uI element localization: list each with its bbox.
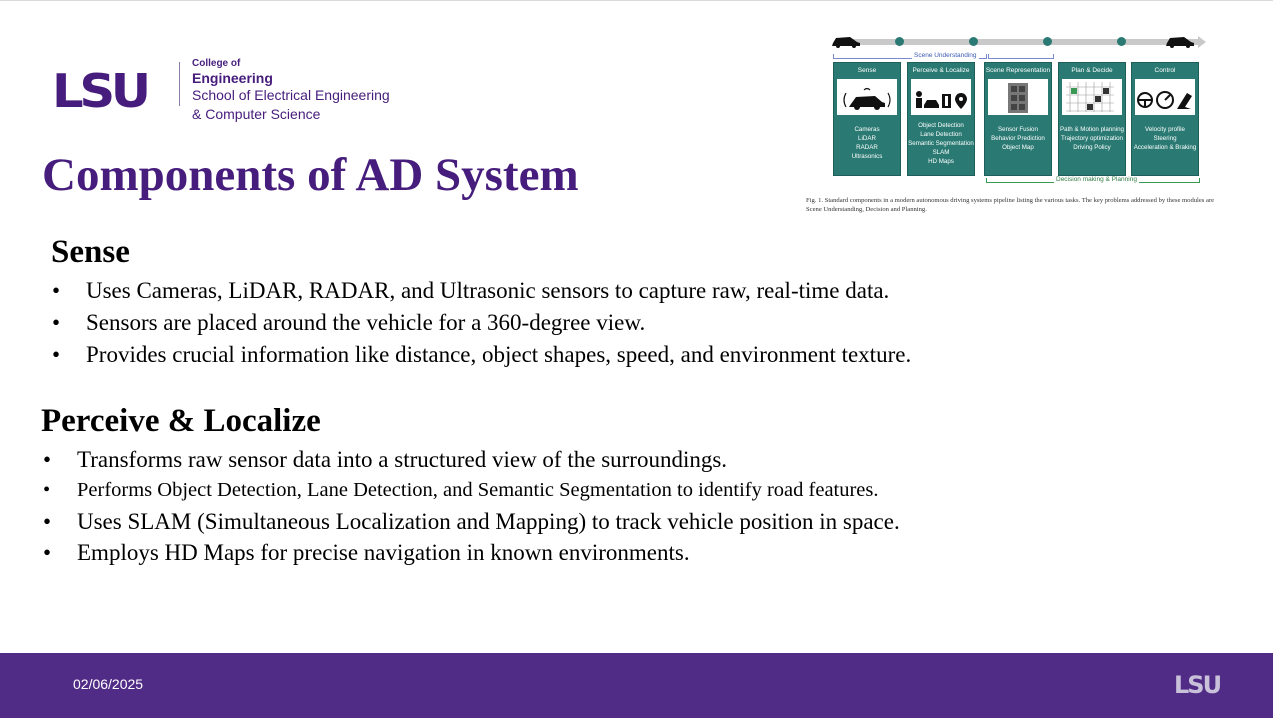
- start-car-icon: [830, 34, 862, 48]
- bullet-item: • Transforms raw sensor data into a structured view of the surroundings.: [41, 444, 1141, 475]
- figure-box-scene-representation: [984, 62, 1052, 176]
- logo-college-of: College of: [192, 58, 241, 69]
- pipeline-node: [895, 37, 904, 46]
- decision-making-label: Decision making & Planning: [1056, 176, 1137, 183]
- pipeline-node: [1117, 37, 1126, 46]
- bullet-item: • Employs HD Maps for precise navigation in known environments.: [41, 537, 1141, 568]
- figure-box-title: Control: [1154, 67, 1176, 74]
- figure-box-illustration: [1135, 79, 1195, 115]
- bullet-item: • Uses Cameras, LiDAR, RADAR, and Ultrasonic sensors to capture raw, real-time data.: [50, 275, 1150, 307]
- bullet-item: • Uses SLAM (Simultaneous Localization and Mapping) to track vehicle position in space.: [41, 506, 1141, 537]
- figure-box-title: Sense: [857, 67, 877, 74]
- figure-caption: Fig. 1. Standard components in a modern autonomous driving systems pipeline listing the various tasks. The key problems addressed by these modules are Scene Understanding, Decision and Planning.: [806, 197, 1215, 213]
- slide-date: 02/06/2025: [73, 676, 144, 692]
- figure-box-item: RADAR: [856, 144, 878, 151]
- figure-box-items: [1132, 125, 1198, 152]
- figure-box-item: Lane Detection: [920, 131, 962, 138]
- logo-school-line2: & Computer Science: [192, 106, 321, 122]
- figure-box-title: Scene Representation: [985, 67, 1051, 74]
- figure-box-item: Behavior Prediction: [991, 135, 1045, 142]
- pipeline-node: [969, 37, 978, 46]
- vehicle-control-icons: [1135, 79, 1195, 115]
- figure-box-items: [1059, 125, 1125, 152]
- figure-box-control: [1131, 62, 1199, 176]
- pipeline-track: [840, 39, 1200, 45]
- figure-box-item: Ultrasonics: [851, 153, 883, 160]
- figure-box-item: Trajectory optimization: [1060, 135, 1123, 142]
- ad-pipeline-figure: [800, 30, 1230, 216]
- figure-box-item: Semantic Segmentation: [908, 140, 974, 147]
- figure-box-illustration: [1062, 79, 1122, 115]
- figure-box-illustration: [911, 79, 971, 115]
- figure-box-title: Perceive & Localize: [912, 67, 970, 74]
- figure-box-illustration: [988, 79, 1048, 115]
- figure-box-item: SLAM: [932, 149, 950, 156]
- figure-box-title: Plan & Decide: [1071, 67, 1113, 74]
- figure-box-plan-decide: [1058, 62, 1126, 176]
- figure-box-illustration: [837, 79, 897, 115]
- figure-box-item: HD Maps: [928, 158, 954, 165]
- figure-box-items: [834, 125, 900, 161]
- sense-heading: Sense: [51, 234, 130, 270]
- figure-box-sense: [833, 62, 901, 176]
- perception-icons: [911, 79, 971, 115]
- top-border: [0, 0, 1273, 1]
- footer-lsu-logo: LSU: [1174, 671, 1221, 699]
- figure-box-item: Object Detection: [918, 122, 964, 129]
- figure-box-item: Acceleration & Braking: [1133, 144, 1197, 151]
- logo-divider: [179, 62, 180, 106]
- pipeline-node: [1043, 37, 1052, 46]
- slide-title: Components of AD System: [42, 149, 579, 201]
- figure-box-items: [985, 125, 1051, 152]
- figure-box-item: Steering: [1153, 135, 1177, 142]
- slide-footer: [0, 653, 1273, 718]
- pipeline-arrowhead: [1198, 36, 1206, 48]
- figure-box-items: [908, 121, 974, 166]
- lsu-engineering-logo: [52, 58, 432, 128]
- bullet-item: • Sensors are placed around the vehicle for a 360-degree view.: [50, 307, 1150, 339]
- figure-box-perceive-localize: [907, 62, 975, 176]
- scene-understanding-label: Scene Understanding: [914, 52, 977, 59]
- logo-engineering: Engineering: [192, 70, 273, 86]
- figure-box-item: Sensor Fusion: [998, 126, 1038, 133]
- object-map-icon: [988, 79, 1048, 115]
- scene-representation-bracket: [988, 54, 1054, 59]
- planning-grid-icon: [1062, 79, 1122, 115]
- figure-box-item: Driving Policy: [1073, 144, 1111, 151]
- bullet-item: • Provides crucial information like distance, object shapes, speed, and environment texture.: [50, 339, 1150, 371]
- sensing-car-icon: [837, 79, 897, 115]
- perceive-localize-bullets: [41, 444, 1141, 568]
- bullet-item: • Performs Object Detection, Lane Detection, and Semantic Segmentation to identify road features.: [41, 475, 1141, 506]
- figure-box-item: Cameras: [854, 126, 880, 133]
- end-car-icon: [1164, 34, 1196, 48]
- figure-box-item: Path & Motion planning: [1060, 126, 1124, 133]
- figure-box-item: Velocity profile: [1145, 126, 1185, 133]
- figure-box-item: Object Map: [1002, 144, 1034, 151]
- figure-box-item: LiDAR: [858, 135, 876, 142]
- perceive-localize-heading: Perceive & Localize: [41, 403, 321, 439]
- sense-bullets: [50, 275, 1150, 371]
- logo-text: [192, 58, 390, 123]
- logo-school-line1: School of Electrical Engineering: [192, 87, 390, 103]
- lsu-wordmark: LSU: [52, 64, 147, 118]
